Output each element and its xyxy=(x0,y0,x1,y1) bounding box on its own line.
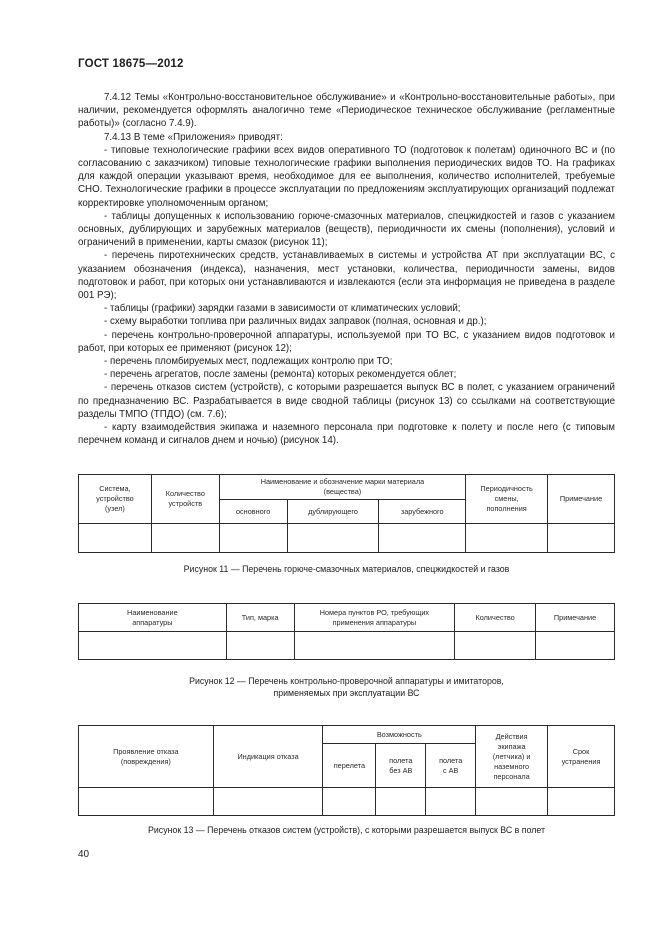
col-main-material: основного xyxy=(219,500,287,524)
figure-13-table xyxy=(78,725,615,816)
table-row xyxy=(79,788,615,816)
list-item-fuel-scheme: - схему выработки топлива при различных видах заправок (полная, основная и др.); xyxy=(104,316,487,328)
col-crew-actions: Действия экипажа (летчика) и наземного персонала xyxy=(476,726,548,788)
col-system: Система, устройство (узел) xyxy=(79,475,152,524)
list-item-gas-charging: - таблицы (графики) зарядки газами в зависимости от климатических условий; xyxy=(104,303,461,315)
list-item-test-equipment: - перечень контрольно-проверочной аппаратуры, используемой при ТО ВС, с указанием видов подготовок и работ, при которых ее применяют (рисунок 12); xyxy=(78,329,615,354)
figure-11-caption: Рисунок 11 — Перечень горюче-смазочных материалов, спецжидкостей и газов xyxy=(183,564,510,574)
col-ferry: перелета xyxy=(323,744,376,788)
col-count: Количество устройств xyxy=(151,475,219,524)
col-note: Примечание xyxy=(548,475,615,524)
col-term: Срок устранения xyxy=(548,726,615,788)
col-type: Тип, марка xyxy=(226,604,294,632)
col-ro-items: Номера пунктов РО, требующих применения аппаратуры xyxy=(294,604,455,632)
col-material-name-group: Наименование и обозначение марки материала (вещества) xyxy=(219,475,465,500)
figure-11-table xyxy=(78,474,615,553)
list-item-lubricants: - таблицы допущенных к использованию горюче-смазочных материалов, спецжидкостей и газов с указанием основных, дублирующих и зарубежных материалов (веществ), периодичности их смены (пополнения), условий и ограничений в применении, карты смазок (рисунок 11); xyxy=(78,210,615,249)
list-item-sealed-places: - перечень пломбируемых мест, подлежащих контролю при ТО; xyxy=(104,356,393,368)
figure-12-caption: Рисунок 12 — Перечень контрольно-проверочной аппаратуры и имитаторов, применяемых при эксплуатации ВС xyxy=(189,676,504,698)
col-possibility-group: Возможность xyxy=(323,726,476,744)
figure-13-caption: Рисунок 13 — Перечень отказов систем (устройств), с которыми разрешается выпуск ВС в полет xyxy=(148,825,545,835)
list-item-interaction-map: - карту взаимодействия экипажа и наземного персонала при подготовке к полету и после него (с типовым перечнем команд и сигналов днем и ночью) (рисунок 14). xyxy=(78,422,615,447)
col-period: Периодичность смены, пополнения xyxy=(466,475,548,524)
col-count: Количество xyxy=(455,604,536,632)
list-item-test-flight-units: - перечень агрегатов, после замены (ремонта) которых рекомендуется облет; xyxy=(104,369,457,381)
col-flight-no-av: полета без АВ xyxy=(376,744,426,788)
list-item-tech-graphs: - типовые технологические графики всех видов оперативного ТО (подготовок к полетам) одиночного ВС и (по согласованию с заказчиком) типовые технологические графики выполнения периодических видов ТО. На графиках для каждой операции указывают время, необходимое для ее выполнения, количество исполнителей, требуемые СНО. Технологические графики в процессе эксплуатации по предложениям эксплуатирующих организаций подлежат корректировке уполномоченным органом; xyxy=(78,144,615,209)
document-header: ГОСТ 18675—2012 xyxy=(78,58,184,70)
paragraph-7-4-13: 7.4.13 В теме «Приложения» приводят: xyxy=(104,131,283,143)
body-text xyxy=(78,91,615,447)
page-number: 40 xyxy=(78,849,90,860)
figure-12-table xyxy=(78,603,615,660)
col-flight-av: полета с АВ xyxy=(426,744,476,788)
col-failure: Проявление отказа (повреждения) xyxy=(79,726,214,788)
col-foreign-material: зарубежного xyxy=(379,500,466,524)
col-backup-material: дублирующего xyxy=(287,500,379,524)
col-equipment-name: Наименование аппаратуры xyxy=(79,604,227,632)
col-note: Примечание xyxy=(536,604,615,632)
list-item-failures: - перечень отказов систем (устройств), с которыми разрешается выпуск ВС в полет, с указанием ограничений по предназначению ВС. Разрабатывается в виде сводной таблицы (рисунок 13) со ссылками на соответствующие разделы ТМПО (ТПДО) (см. 7.6); xyxy=(78,382,615,420)
table-row xyxy=(79,524,615,553)
col-indication: Индикация отказа xyxy=(213,726,323,788)
table-row xyxy=(79,632,615,660)
paragraph-7-4-12: 7.4.12 Темы «Контрольно-восстановительное обслуживание» и «Контрольно-восстановительные работы», при наличии, рекомендуется оформлять аналогично теме «Периодическое техническое обслуживание (регламентные работы)» (согласно 7.4.9). xyxy=(78,92,615,130)
list-item-pyrotechnics: - перечень пиротехнических средств, устанавливаемых в системы и устройства АТ при эксплуатации ВС, с указанием обозначения (индекса), назначения, мест установки, количества, периодичности замены, видов подготовок и работ, при которых они устанавливаются и извлекаются (если эта информация не приведена в разделе 001 РЭ); xyxy=(78,250,615,302)
